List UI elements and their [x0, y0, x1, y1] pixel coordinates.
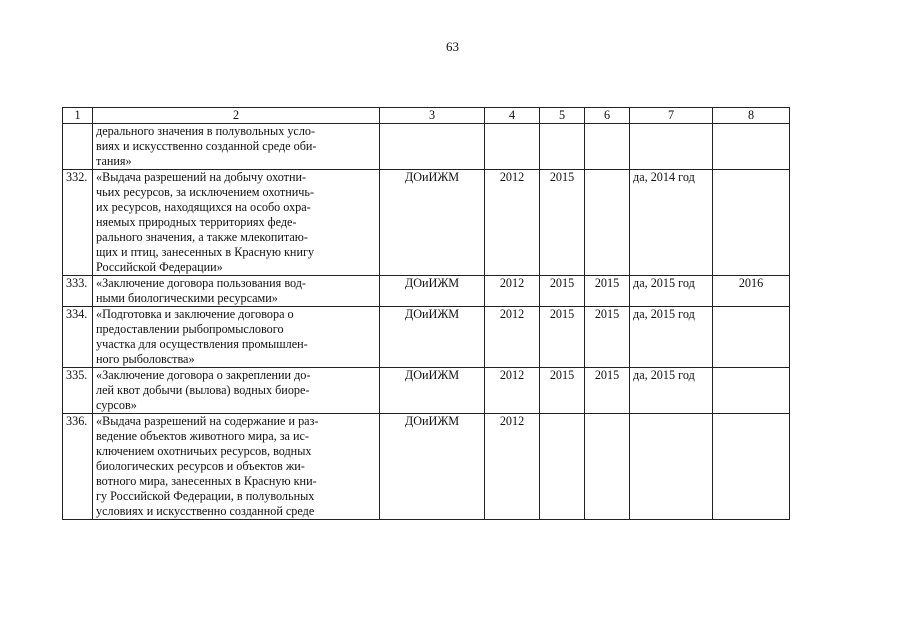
service-name-line: «Выдача разрешений на добычу охотни- — [96, 170, 307, 184]
column-5-cell: 2015 — [540, 276, 585, 307]
row-number-cell: 335. — [63, 368, 93, 414]
header-cell-2: 2 — [93, 108, 380, 124]
department-cell — [380, 124, 485, 170]
column-6-cell: 2015 — [585, 307, 630, 368]
service-name-cell — [93, 368, 380, 414]
service-name-line: виях и искусственно созданной среде оби- — [96, 139, 317, 153]
service-name-line: ного рыболовства» — [96, 352, 195, 366]
service-name-line: участка для осуществления промышлен- — [96, 337, 308, 351]
column-8-cell — [713, 124, 790, 170]
service-name-line: «Выдача разрешений на содержание и раз- — [96, 414, 319, 428]
column-5-cell — [540, 124, 585, 170]
column-6-cell — [585, 170, 630, 276]
services-table — [62, 107, 790, 520]
service-name-cell — [93, 170, 380, 276]
table-row — [63, 414, 790, 520]
service-name-line: лей квот добычи (вылова) водных биоре- — [96, 383, 310, 397]
service-name-cell — [93, 276, 380, 307]
service-name-line: «Подготовка и заключение договора о — [96, 307, 294, 321]
header-cell-7: 7 — [630, 108, 713, 124]
service-name-line: сурсов» — [96, 398, 137, 412]
service-name-line: «Заключение договора пользования вод- — [96, 276, 306, 290]
department-cell: ДОиИЖМ — [380, 170, 485, 276]
table-row — [63, 307, 790, 368]
column-6-cell: 2015 — [585, 368, 630, 414]
service-name-line: условиях и искусственно созданной среде — [96, 504, 315, 518]
service-name-line: «Заключение договора о закреплении до- — [96, 368, 311, 382]
department-cell: ДОиИЖМ — [380, 414, 485, 520]
service-name-line: биологических ресурсов и объектов жи- — [96, 459, 305, 473]
column-4-cell: 2012 — [485, 414, 540, 520]
service-name-cell — [93, 307, 380, 368]
column-4-cell: 2012 — [485, 307, 540, 368]
service-name-line: дерального значения в полувольных усло- — [96, 124, 316, 138]
table-row — [63, 124, 790, 170]
table-row — [63, 368, 790, 414]
column-4-cell: 2012 — [485, 368, 540, 414]
column-7-cell — [630, 414, 713, 520]
service-name-line: их ресурсов, находящихся на особо охра- — [96, 200, 311, 214]
service-name-line: ными биологическими ресурсами» — [96, 291, 278, 305]
page-number: 63 — [446, 39, 459, 54]
column-5-cell — [540, 414, 585, 520]
service-name-cell — [93, 414, 380, 520]
service-name-line: рального значения, а также млекопитаю- — [96, 230, 308, 244]
department-cell: ДОиИЖМ — [380, 276, 485, 307]
header-cell-4: 4 — [485, 108, 540, 124]
service-name-cell — [93, 124, 380, 170]
row-number-cell: 336. — [63, 414, 93, 520]
column-5-cell: 2015 — [540, 368, 585, 414]
column-6-cell — [585, 124, 630, 170]
service-name-line: тания» — [96, 154, 132, 168]
table-row — [63, 170, 790, 276]
column-8-cell — [713, 368, 790, 414]
row-number-cell — [63, 124, 93, 170]
row-number-cell: 332. — [63, 170, 93, 276]
service-name-line: гу Российской Федерации, в полувольных — [96, 489, 315, 503]
column-7-cell: да, 2015 год — [630, 368, 713, 414]
service-name-line: предоставлении рыбопромыслового — [96, 322, 284, 336]
column-7-cell — [630, 124, 713, 170]
column-6-cell: 2015 — [585, 276, 630, 307]
service-name-line: вотного мира, занесенных в Красную кни- — [96, 474, 317, 488]
table-header-row — [63, 108, 790, 124]
column-7-cell: да, 2014 год — [630, 170, 713, 276]
column-4-cell — [485, 124, 540, 170]
column-4-cell: 2012 — [485, 170, 540, 276]
service-name-line: Российской Федерации» — [96, 260, 223, 274]
column-5-cell: 2015 — [540, 170, 585, 276]
header-cell-3: 3 — [380, 108, 485, 124]
table-row — [63, 276, 790, 307]
column-7-cell: да, 2015 год — [630, 307, 713, 368]
column-8-cell — [713, 414, 790, 520]
column-8-cell — [713, 307, 790, 368]
header-cell-1: 1 — [63, 108, 93, 124]
column-4-cell: 2012 — [485, 276, 540, 307]
column-5-cell: 2015 — [540, 307, 585, 368]
service-name-line: няемых природных территориях феде- — [96, 215, 297, 229]
service-name-line: щих и птиц, занесенных в Красную книгу — [96, 245, 315, 259]
service-name-line: чьих ресурсов, за исключением охотничь- — [96, 185, 315, 199]
column-8-cell — [713, 170, 790, 276]
column-6-cell — [585, 414, 630, 520]
row-number-cell: 334. — [63, 307, 93, 368]
header-cell-5: 5 — [540, 108, 585, 124]
service-name-line: ключением охотничьих ресурсов, водных — [96, 444, 312, 458]
header-cell-6: 6 — [585, 108, 630, 124]
service-name-line: ведение объектов животного мира, за ис- — [96, 429, 309, 443]
department-cell: ДОиИЖМ — [380, 307, 485, 368]
header-cell-8: 8 — [713, 108, 790, 124]
row-number-cell: 333. — [63, 276, 93, 307]
department-cell: ДОиИЖМ — [380, 368, 485, 414]
column-7-cell: да, 2015 год — [630, 276, 713, 307]
column-8-cell: 2016 — [713, 276, 790, 307]
